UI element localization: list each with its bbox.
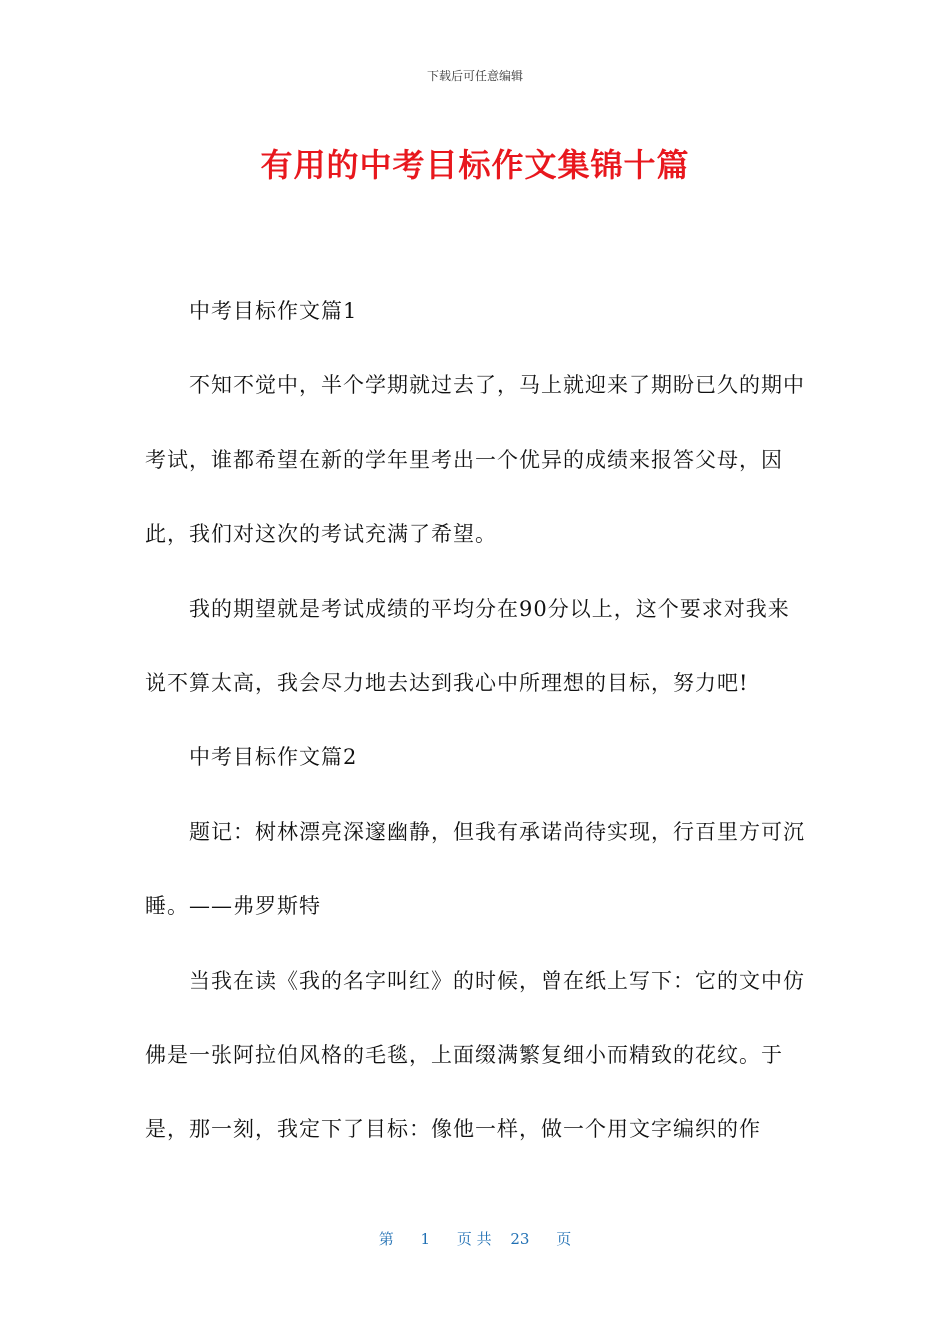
paragraph: 我的期望就是考试成绩的平均分在90分以上，这个要求对我来说不算太高，我会尽力地去达到我心中所理想的目标，努力吧!: [145, 596, 790, 696]
page-footer: [0, 1228, 950, 1249]
section-heading: 中考目标作文篇2: [189, 745, 358, 770]
footer-total-pages: 23: [510, 1230, 530, 1248]
section-heading: 中考目标作文篇1: [189, 299, 358, 323]
paragraph: 不知不觉中，半个学期就过去了，马上就迎来了期盼已久的期中考试，谁都希望在新的学年里考出一个优异的成绩来报答父母，因此，我们对这次的考试充满了希望。: [145, 373, 805, 547]
footer-page-prefix: 第: [378, 1230, 394, 1248]
footer-page-mid: 页 共: [456, 1230, 492, 1248]
header-note: 下载后可任意编辑: [426, 69, 523, 83]
footer-page-suffix: 页: [556, 1230, 572, 1248]
paragraph: 当我在读《我的名字叫红》的时候，曾在纸上写下：它的文中仿佛是一张阿拉伯风格的毛毯，上面缀满繁复细小而精致的花纹。于是，那一刻，我定下了目标：像他一样，做一个用文字编织的作: [145, 968, 805, 1142]
paragraph: 题记：树林漂亮深邃幽静，但我有承诺尚待实现，行百里方可沉睡。——弗罗斯特: [145, 819, 805, 919]
document-title: 有用的中考目标作文集锦十篇: [260, 146, 690, 184]
document-body: [145, 274, 805, 1167]
footer-current-page: 1: [420, 1230, 431, 1248]
